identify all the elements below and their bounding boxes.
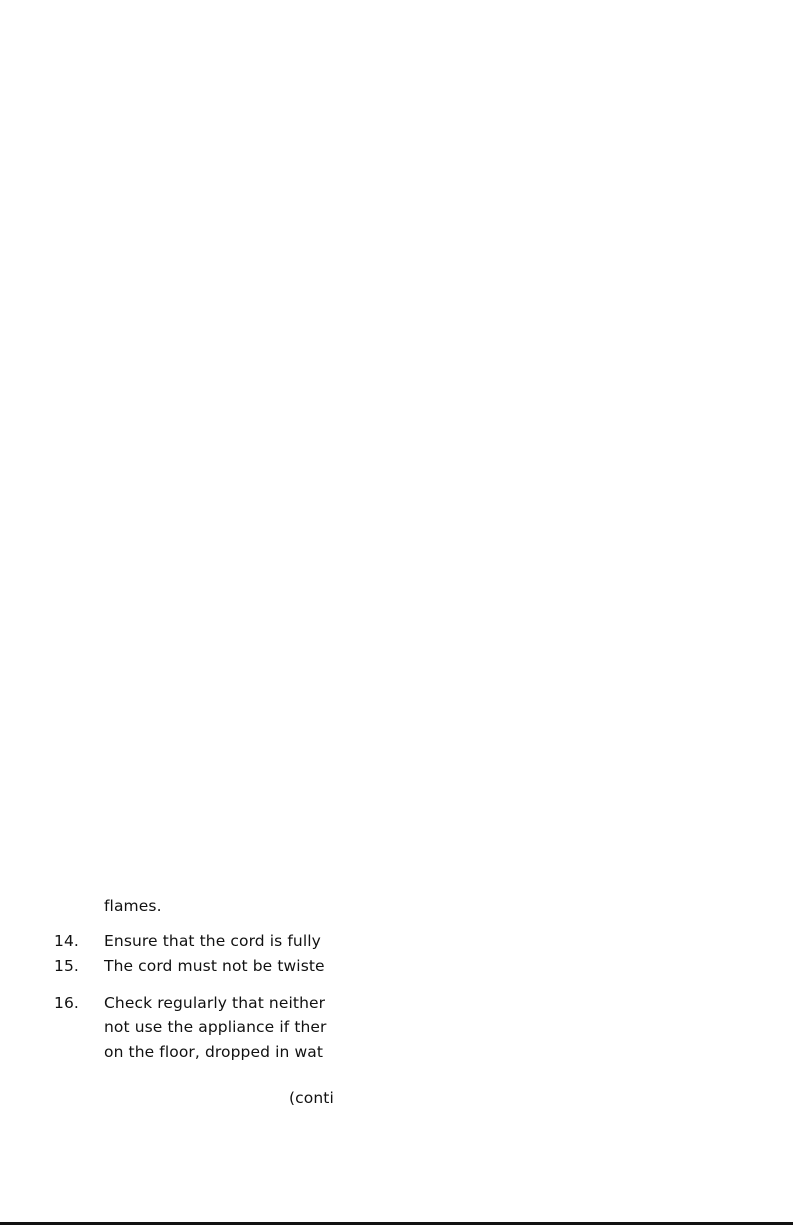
instruction-list <box>0 895 340 1145</box>
list-text: not use the appliance if ther <box>104 1018 327 1036</box>
list-text: flames. <box>104 897 162 915</box>
continued-label: (conti <box>289 1089 334 1107</box>
list-number: 15. <box>54 957 79 975</box>
list-number: 14. <box>54 932 79 950</box>
list-number: 16. <box>54 994 79 1012</box>
list-text: The cord must not be twiste <box>104 957 325 975</box>
list-text: on the floor, dropped in wat <box>104 1043 323 1061</box>
list-text: Ensure that the cord is fully <box>104 932 321 950</box>
list-text: Check regularly that neither <box>104 994 326 1012</box>
